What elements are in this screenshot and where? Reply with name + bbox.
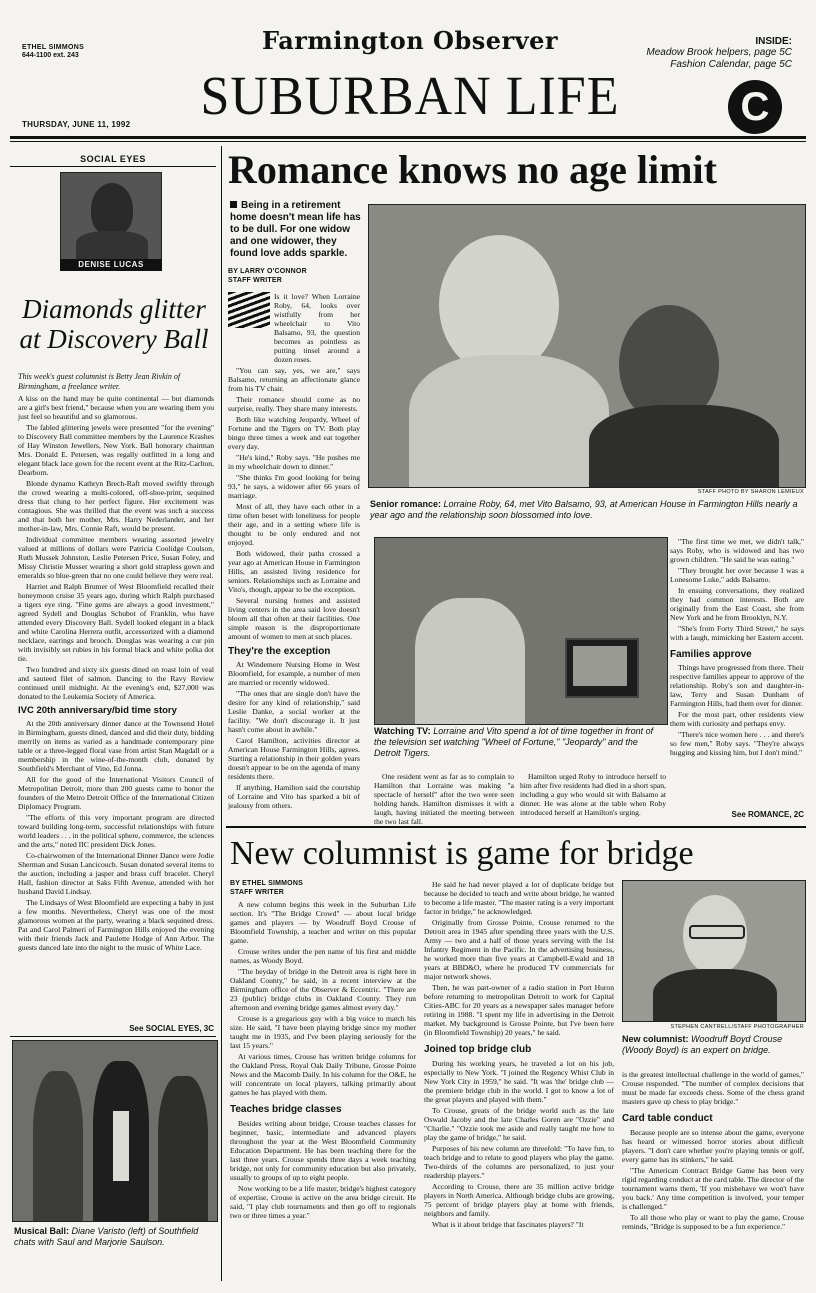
body-paragraph: Hamilton urged Roby to introduce herself to him after five residents had died in a short span, including a guy who would sit with Balsamo at dinner. He was alone at the table when Roby introduced herself at Hamilton's urging.: [520, 772, 666, 817]
body-paragraph: Co-chairwomen of the International Dinner Dance were Jodie Sherman and Susan Lancicouch. Susan donated several items to the auction, including a jasper and brass cuff bracelet. Cheryl Hall, fashion director at Saks Fifth Avenue, attended with her husband David Lindsay.: [18, 851, 214, 896]
masthead-rule-thin: [10, 141, 806, 142]
body-paragraph: Their romance should come as no surprise, really. They share many interests.: [228, 395, 360, 413]
body-paragraph: For the most part, other residents view them with curiosity and perhaps envy.: [670, 710, 804, 728]
bridge-subhead-joined: Joined top bridge club: [424, 1044, 532, 1055]
couple-silhouette: [415, 598, 525, 724]
body-paragraph: To all those who play or want to play the game, Crouse reminds, "Bridge is supposed to be a fun experience.": [622, 1213, 804, 1231]
bridge-subhead-conduct: Card table conduct: [622, 1113, 713, 1124]
caption-text: Woodruff Boyd Crouse (Woody Boyd) is an expert on bridge.: [622, 1034, 783, 1055]
bridge-subhead-teaches: Teaches bridge classes: [230, 1104, 342, 1115]
body-paragraph: "You can say, yes, we are," says Balsamo, returning an affectionate glance from his TV chair.: [228, 366, 360, 393]
body-paragraph: If anything, Hamilton said the courtship of Lorraine and Vito has sparked a bit of jealousy from others.: [228, 783, 360, 810]
romance-right-column: [670, 537, 804, 759]
social-eyes-header: SOCIAL EYES: [80, 154, 146, 164]
caption-label: Musical Ball:: [14, 1226, 70, 1236]
header-rule: [10, 166, 216, 167]
romance-subhead: They're the exception: [228, 646, 331, 657]
musical-ball-photo: [12, 1040, 218, 1222]
body-paragraph: Crouse is a gregarious guy with a big voice to match his size. He said, "I have been playing bridge since my mother taught me in 1935, and I've been playing seriously for the last 15 years.": [230, 1014, 416, 1050]
body-paragraph: Because people are so intense about the game, everyone has heard or witnessed horror stories about difficult players. "I don't care whether you're playing tennis or golf, every game has its stinkers," he said.: [622, 1128, 804, 1164]
guest-note: This week's guest columnist is Betty Jean Rivkin of Birmingham, a freelance writer.: [18, 372, 181, 391]
body-paragraph: A new column begins this week in the Suburban Life section. It's "The Bridge Crowd" — about local bridge games and players — by Woodruff Boyd Crouse of Bloomfield Township, a teacher and writer on this popular game.: [230, 900, 416, 945]
man-body: [409, 355, 609, 488]
romance-jump: See ROMANCE, 2C: [731, 810, 804, 819]
body-paragraph: Two hundred and sixty six guests dined on roast loin of veal and sauteed filet of salmon. Dancing to the Ravy Review continued until midnight. At the evening's end, $27,000 was donated to the Leukemia Society of America.: [18, 665, 214, 701]
byline-title: STAFF WRITER: [230, 888, 284, 896]
inside-label: INSIDE:: [755, 36, 792, 47]
body-paragraph: Things have progressed from there. Their respective families appear to approve of the relationship. Roby's son and daughter-in-law, Terry and Susan Dunham of Farmington Hills, had them over for dinner.: [670, 663, 804, 708]
body-paragraph: Then, he was part-owner of a radio station in Port Huron before returning to metropolitan Detroit to work for Capital Cities-ABC for 20 years as a newspaper sales manager before retiring in 1988. "I spent my life in advertising in the Detroit market. My background is Grosse Pointe, but I've been here (in Bloomfield Township) 20 years," he said.: [424, 983, 614, 1037]
main-photo-credit: STAFF PHOTO BY SHARON LEMIEUX: [697, 489, 804, 495]
editor-contact: [22, 44, 142, 60]
body-paragraph: At Windemere Nursing Home in West Bloomfield, for example, a number of men are married or recently widowed.: [228, 660, 360, 687]
bullet-square-icon: [230, 201, 237, 208]
person-left: [33, 1071, 83, 1221]
shirt-front: [113, 1111, 129, 1181]
body-paragraph: Individual committee members wearing assorted jewelry valued at millions of dollars were Patricia Coolidge Coulson, Ruth Mussek Johnston, Leslie Petersen Price, Susan Foley, and Missy Christie Musser wearing a short gold strapless gown and emeralds so blue-green that no one could believe they were real.: [18, 535, 214, 580]
body-paragraph: "She's from Forty Third Street," he says with a laugh, mimicking her Eastern accent.: [670, 624, 804, 642]
body-paragraph: Purposes of his new column are threefold: "To have fun, to teach bridge and to relate to good players who play the game. Two-thirds of the columns are personalized, to just your readership players.": [424, 1144, 614, 1180]
columnist-shoulders: [76, 231, 148, 260]
body-paragraph: Is it love? When Lorraine Roby, 64, looks over wistfully from her wheelchair to Vito Balsamo, 93, the question becomes as pointless as putting tinsel around a dozen roses.: [274, 292, 360, 364]
body-paragraph: "The first time we met, we didn't talk," says Roby, who is widowed and has two grown children. "He said he was eating.": [670, 537, 804, 564]
body-paragraph: is the greatest intellectual challenge in the world of games," Crouse responded. "The number of complex decisions that must be made far exceeds chess. Some of the chess grand masters gave up chess to play bridge.": [622, 1070, 804, 1106]
inside-box: [620, 36, 792, 71]
body-paragraph: "The ones that are single don't have the desire for any kind of relationship," said Leslie Danke, a social worker at the facility. "We don't discourage it. It just hasn't come about in awhile.": [228, 689, 360, 734]
bridge-col2: [424, 880, 614, 1231]
byline-name: BY ETHEL SIMMONS: [230, 880, 303, 887]
issue-date: THURSDAY, JUNE 11, 1992: [22, 120, 131, 129]
body-paragraph: Both widowed, their paths crossed a year ago at American House in Farmington Hills, an assisted living residence for seniors. Relationships such as Lorraine and Vito's, though, appear to be the exception.: [228, 549, 360, 594]
body-paragraph: Both like watching Jeopardy, Wheel of Fortune and the Tigers on TV. Both play bingo three times a week and eat together every day.: [228, 415, 360, 451]
body-paragraph: "The American Contract Bridge Game has been very rigid regarding conduct at the card table. The director of the tournament warns them, 'If you misbehave we won't have you back.' Any time competition is involved, your temper is challenged.": [622, 1166, 804, 1211]
byline-title: STAFF WRITER: [228, 276, 282, 284]
body-paragraph: Harriet and Ralph Brumer of West Bloomfield recalled their honeymoon cruise 35 years ago, during which Ralph purchased a tigers eye ring. "Fine gems are always a good investment," agreed Sydell and Douglas Schubot of Franklin, who have attended every Discovery Ball. Sydell looked elegant in a black and white Carolina Herrera outfit, accessorized with a diamond necklace, earrings and brooch. Douglas was wearing a cur pin with invisibly set rubies in his formal black and white polka dot tie.: [18, 582, 214, 663]
body-paragraph: Besides writing about bridge, Crouse teaches classes for beginner, basic, intermediate and advanced players throughout the year at the West Bloomfield Community Education Department. He has been teaching there for the last three years. Crouse spends three days a week teaching bridge, not only for community education but also privately, usually to groups of up to eight people.: [230, 1119, 416, 1182]
editor-phone: 644-1100 ext. 243: [22, 52, 79, 59]
body-paragraph: Now working to be a life master, bridge's highest category of expertise, Crouse is active on the area bridge circuit. He said, "I play club tournaments and then go off to regionals two or three times a year.": [230, 1184, 416, 1220]
body-paragraph: At the 20th anniversary dinner dance at the Townsend Hotel in Birmingham, guests dined, danced and did their duty, bidding merrily on items as varied as a handmade contemporary pine table or a three-legged floral vase from artist Stan Magdall or a membership in the wine-of-the-month club, donated by Southfield's Merchant of Vino, Ed Jonna.: [18, 719, 214, 773]
romance-continued-col2: [520, 772, 666, 819]
body-paragraph: To Crouse, greats of the bridge world such as the late Oswald Jacoby and the late Charles Goren are "Ozzie" and "Charlie." "Ozzie took me aside and really taught me how to play the game of bridge," he said.: [424, 1106, 614, 1142]
social-eyes-headline: Diamonds glitter at Discovery Ball: [19, 294, 209, 354]
section-letter: C: [728, 80, 782, 134]
column-divider: [221, 146, 222, 1281]
crouse-body: [653, 969, 777, 1022]
body-paragraph: In ensuing conversations, they realized they had common interests. Both are originally from the East Coast, she from New York and he from Brooklyn, N.Y.: [670, 586, 804, 622]
musical-ball-caption: [14, 1226, 216, 1248]
body-paragraph: What is it about bridge that fascinates players? "It: [432, 1220, 584, 1229]
woman-body: [589, 405, 779, 488]
masthead-rule: [10, 136, 806, 139]
body-paragraph: "The efforts of this very important program are directed toward building long-term, successful relationships with future world leaders . . . in the political sphere, commerce, the sciences and the arts," noted IIC president Dick Jones.: [18, 813, 214, 849]
bridge-headline: New columnist is game for bridge: [230, 835, 694, 872]
man-head: [439, 235, 559, 375]
body-paragraph: Originally from Grosse Pointe, Crouse returned to the Detroit area in 1945 after spending three years with the U.S. Army — two and a half of those years serving with the 1st Infantry Regiment in the Pacific. In the advertising business, he worked more than five years at Campbell-Ewald and 18 years at BBD&O, where he produced TV commercials for major network shows.: [424, 918, 614, 981]
body-paragraph: "He's kind," Roby says. "He pushes me in my wheelchair down to dinner.": [228, 453, 360, 471]
body-paragraph: Blonde dynamo Kathryn Brech-Raft moved swiftly through the crowd wearing a multi-colored, off-shoe-print, sequined dress that clung to her perfect figure. Her excitement was contagious. She was thrilled that the event was such a success and that both her mother, Mrs. Harry Nederlander, and her mother-in-law, Mrs. Connie Raft, would be present.: [18, 479, 214, 533]
crouse-photo-credit: STEPHEN CANTRELL/STAFF PHOTOGRAPHER: [670, 1024, 804, 1030]
tv-screen: [573, 646, 627, 686]
caption-text: Diane Varisto (left) of Southfield chats with Saul and Marjorie Saulson.: [14, 1226, 199, 1247]
person-right: [158, 1076, 208, 1221]
bridge-byline: [230, 880, 410, 897]
romance-body: [228, 292, 360, 812]
jump-rule: [10, 1036, 216, 1037]
body-paragraph: One resident went as far as to complain to Hamilton that Lorraine was making "a spectacle of herself" after the two were seen holding hands. Hamilton dismisses it with a laugh, having initiated the meeting between the two last fall.: [374, 772, 514, 826]
body-paragraph: The fabled glittering jewels were presented "for the evening" to Discovery Ball committee members by the Laurence Krashes of Hay Winston Jewellers, New York. Ball honorary chairman Mrs. Donald E. Petersen, was regally outfitted in a long and elegant black lace gown for the recent event at the Ritz-Carlton, Dearborn.: [18, 423, 214, 477]
social-eyes-subhead: IVC 20th anniversary/bid time story: [18, 705, 177, 716]
columnist-name-bar: DENISE LUCAS: [60, 259, 162, 271]
crouse-caption: [622, 1034, 804, 1056]
inside-item: Fashion Calendar, page 5C: [670, 59, 792, 70]
senior-romance-photo: [368, 204, 806, 488]
bridge-col3: [622, 1070, 804, 1233]
social-eyes-jump: See SOCIAL EYES, 3C: [129, 1024, 214, 1033]
crouse-glasses: [689, 925, 745, 939]
editor-name: ETHEL SIMMONS: [22, 44, 85, 51]
caption-label: New columnist:: [622, 1034, 689, 1044]
romance-byline: [228, 268, 358, 285]
body-paragraph: Carol Hamilton, activities director at American House Farmington Hills, agrees. Starting a relationship in their golden years doesn't appear to be on the agenda of many residents there.: [228, 736, 360, 781]
body-paragraph: Several nursing homes and assisted living centers in the area said love doesn't bloom all that often at their facilities. One simple reason is the disproportionate amount of women to men at such places.: [228, 596, 360, 641]
romance-headline: Romance knows no age limit: [228, 147, 717, 192]
body-paragraph: "They brought her over because I was a Lonesome Luke," adds Balsamo.: [670, 566, 804, 584]
watching-tv-photo: [374, 537, 668, 725]
story-divider: [226, 826, 806, 828]
body-paragraph: He said he had never played a lot of duplicate bridge but because he decided to teach and write about bridge, he wanted to become a life master. "The master rating is a very important factor in bridge," he acknowledged.: [424, 880, 614, 916]
romance-continued-col1: [374, 772, 514, 828]
bridge-col1: [230, 900, 416, 1222]
crouse-photo: [622, 880, 806, 1022]
deck-text: Being in a retirement home doesn't mean life has to be dull. For one widow and one widower, they found love adds sparkle.: [230, 200, 361, 259]
columnist-silhouette: [91, 183, 133, 235]
romance-subhead-families: Families approve: [670, 649, 752, 660]
social-eyes-body: [18, 394, 214, 954]
body-paragraph: "There's nice women here . . . and there's so few men," Roby says. "They're always hugging and kissing him, but I don't mind.": [670, 730, 804, 757]
section-title: SUBURBAN LIFE: [200, 66, 620, 127]
main-photo-caption: [370, 499, 804, 521]
caption-label: Senior romance:: [370, 499, 442, 509]
tv-photo-caption: [374, 726, 666, 759]
body-paragraph: Most of all, they have each other in a time often beset with loneliness for people their age, and in a setting where life is thought to be only endured and not enjoyed.: [228, 502, 360, 547]
caption-label: Watching TV:: [374, 726, 431, 736]
body-paragraph: During his working years, he traveled a lot on his job, especially to New York. "I joined the Regency Whist Club in New York City in 1959," he said. "It was 'the' bridge club — the premiere bridge club in the world. I got to know a lot of the great players and played with them.": [424, 1059, 614, 1104]
body-paragraph: "The heyday of bridge in the Detroit area is right here in Oakland County," he said, in a recent interview at the Birmingham office of the Observer & Eccentric. "There are 23 (public) bridge clubs in Oakland County. They run afternoon and evening bridge games almost every day.": [230, 967, 416, 1012]
body-paragraph: A kiss on the hand may be quite continental — but diamonds are a girl's best friend," because when you are wearing them you just feel so beautiful and so glamorous.: [18, 394, 214, 421]
body-paragraph: At various times, Crouse has written bridge columns for the Oakland Press, Royal Oak Daily Tribune, Grosse Pointe News and the Macomb Daily. In his column for the O&E, he will concentrate on local players, talking primarily about games he has played with them.: [230, 1052, 416, 1097]
columnist-photo: [60, 172, 162, 260]
caption-text: Lorraine Roby, 64, met Vito Balsamo, 93, at American House in Farmington Hills nearly a year ago and the relationship soon blossomed into love.: [370, 499, 798, 520]
caption-text: Lorraine and Vito spend a lot of time together in front of the television set watching "Wheel of Fortune," "Jeopardy" and the Detroit Tigers.: [374, 726, 654, 758]
body-paragraph: According to Crouse, there are 35 million active bridge players in North America. Although bridge clubs are growing, 75 percent of bridge players play at home with friends, neighbors and family.: [424, 1182, 614, 1218]
romance-deck: [230, 200, 362, 260]
inside-item: Meadow Brook helpers, page 5C: [646, 47, 792, 58]
body-paragraph: "She thinks I'm good looking for being 93," he says, a widower after 66 years of marriage.: [228, 473, 360, 500]
body-paragraph: The Lindsays of West Bloomfield are expecting a baby in just a few months. Nevertheless, Cheryl was one of the most glamorous women at the party, wearing a black sequined dress. Pat and Carol Palmeri of Farmington Hills enjoyed the evening with their friends Jack and Paulette Hodge of Ann Arbor. The guests danced late into the night to the music of White Lace.: [18, 898, 214, 952]
body-paragraph: Crouse writes under the pen name of his first and middle names, as Woody Boyd.: [230, 947, 416, 965]
body-paragraph: All for the good of the International Visitors Council of Metropolitan Detroit, more than 200 guests came to honor the founders of the Metro Detroit Office of the International Citizen Diplomacy Program.: [18, 775, 214, 811]
paper-name: Farmington Observer: [261, 26, 559, 55]
byline-name: BY LARRY O'CONNOR: [228, 268, 307, 275]
